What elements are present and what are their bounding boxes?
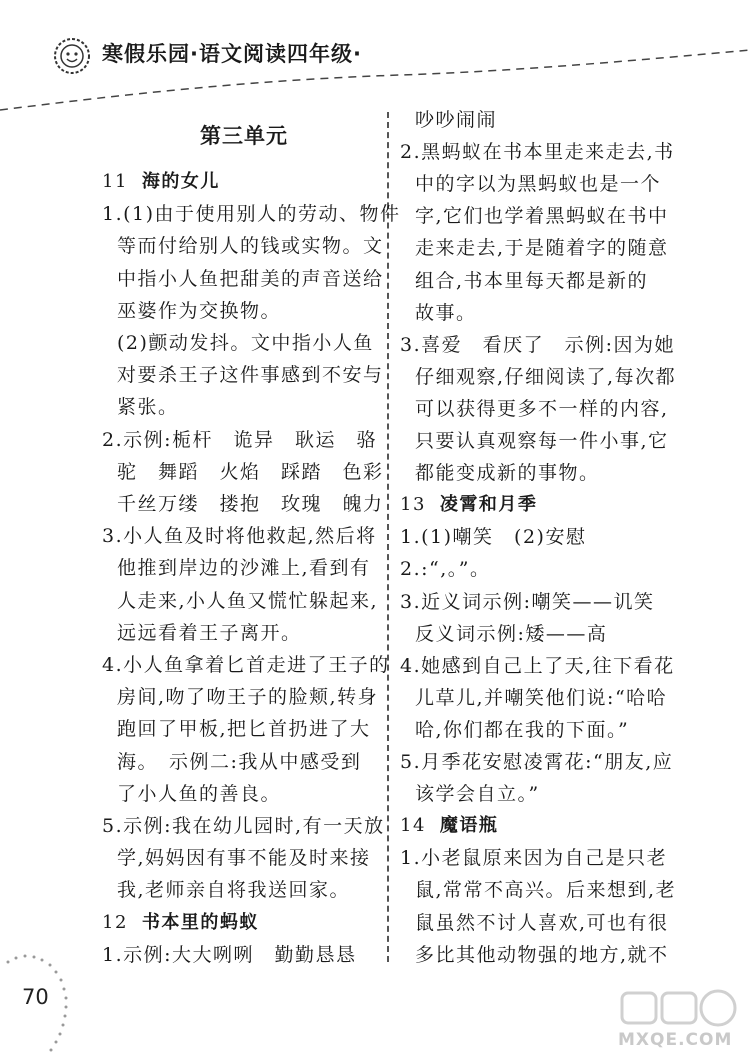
answer-line: 驼 舞蹈 火焰 踩踏 色彩: [117, 460, 384, 483]
answer-line: 2.:“,。”。: [400, 558, 491, 581]
answer-line: 中指小人鱼把甜美的声音送给: [117, 267, 384, 290]
section-title: 海的女儿: [141, 171, 220, 192]
answer-line: 吵吵闹闹: [415, 109, 498, 131]
section-heading: [400, 493, 537, 517]
answer-line: 3.近义词示例:嘲笑——讥笑: [400, 590, 655, 613]
section-number: 14: [400, 815, 426, 837]
answer-line: 了小人鱼的善良。: [117, 782, 282, 805]
answer-line: (2)颤动发抖。文中指小人鱼: [117, 332, 374, 354]
answer-line: 哈,你们都在我的下面。”: [415, 718, 630, 741]
answer-line: 5.月季花安慰凌霄花:“朋友,应: [400, 751, 674, 773]
answer-line: 3.喜爱 看厌了 示例:因为她: [400, 333, 676, 356]
section-heading: [400, 814, 498, 838]
section-title: 书本里的蚂蚁: [141, 911, 259, 933]
answer-line: 1.小老鼠原来因为自己是只老: [400, 847, 668, 870]
watermark-text: MXQE.COM: [618, 1030, 733, 1050]
answer-line: 组合,书本里每天都是新的: [415, 269, 649, 292]
page-number: 70: [22, 985, 49, 1009]
answer-line: 只要认真观察每一件小事,它: [415, 430, 669, 452]
answer-line: 房间,吻了吻王子的脸颊,转身: [117, 686, 379, 709]
answer-line: 1.示例:大大咧咧 勤勤恳恳: [102, 943, 357, 966]
answer-line: 紧张。: [117, 396, 179, 419]
answer-line: 多比其他动物强的地方,就不: [415, 943, 669, 966]
answer-line: 2.黑蚂蚁在书本里走来走去,书: [400, 141, 675, 164]
answer-line: 走来走去,于是随着字的随意: [415, 237, 669, 260]
answer-line: 人走来,小人鱼又慌忙躲起来,: [117, 589, 379, 612]
answer-line: 鼠虽然不讨人喜欢,可也有很: [415, 911, 669, 934]
sun-mascot-icon: [52, 36, 92, 76]
answer-line: 儿草儿,并嘲笑他们说:“哈哈: [415, 686, 668, 709]
answer-line: 等而付给别人的钱或实物。文: [117, 235, 384, 258]
answer-line: 鼠,常常不高兴。后来想到,老: [415, 879, 677, 902]
answer-line: 5.示例:我在幼儿园时,有一天放: [102, 815, 385, 837]
section-number: 13: [400, 494, 426, 516]
section-number: 11: [102, 171, 128, 192]
unit-title: 第三单元: [200, 124, 288, 148]
answer-line: 1.(1)由于使用别人的劳动、物件: [102, 203, 401, 226]
answer-line: 该学会自立。”: [415, 783, 540, 806]
answer-line: 仔细观察,仔细阅读了,每次都: [415, 365, 677, 388]
page-header: [0, 0, 750, 110]
section-title: 魔语瓶: [439, 815, 499, 837]
answer-line: 2.示例:栀杆 诡异 耿运 骆: [102, 428, 378, 451]
section-heading: [102, 911, 259, 935]
answer-line: 可以获得更多不一样的内容,: [415, 397, 669, 420]
answer-line: 跑回了甲板,把匕首扔进了大: [117, 718, 371, 741]
book-title: 寒假乐园·语文阅读四年级·: [102, 42, 362, 66]
answer-line: 3.小人鱼及时将他救起,然后将: [102, 525, 377, 548]
answer-line: 反义词示例:矮——高: [415, 622, 608, 645]
answer-line: 4.小人鱼拿着匕首走进了王子的: [102, 654, 390, 676]
section-heading: [102, 170, 220, 194]
column-divider: [387, 112, 389, 962]
answer-line: 故事。: [415, 301, 477, 324]
answer-line: 字,它们也学着黑蚂蚁在书中: [415, 205, 669, 228]
answer-line: 海。 示例二:我从中感受到: [117, 750, 362, 773]
answer-line: 中的字以为黑蚂蚁也是一个: [415, 173, 662, 196]
answer-line: 千丝万缕 搂抱 玫瑰 魄力: [117, 493, 384, 515]
answer-line: 4.她感到自己上了天,往下看花: [400, 654, 675, 677]
answer-line: 学,妈妈因有事不能及时来接: [117, 847, 371, 870]
section-number: 12: [102, 911, 128, 933]
answer-line: 1.(1)嘲笑 (2)安慰: [400, 526, 587, 549]
answer-line: 远远看着王子离开。: [117, 621, 302, 644]
answer-line: 他推到岸边的沙滩上,看到有: [117, 557, 371, 580]
answer-line: 巫婆作为交换物。: [117, 299, 282, 322]
answer-line: 我,老师亲自将我送回家。: [117, 879, 351, 902]
answer-line: 对要杀王子这件事感到不安与: [117, 364, 384, 387]
section-title: 凌霄和月季: [439, 494, 538, 516]
answer-line: 都能变成新的事物。: [415, 462, 600, 485]
